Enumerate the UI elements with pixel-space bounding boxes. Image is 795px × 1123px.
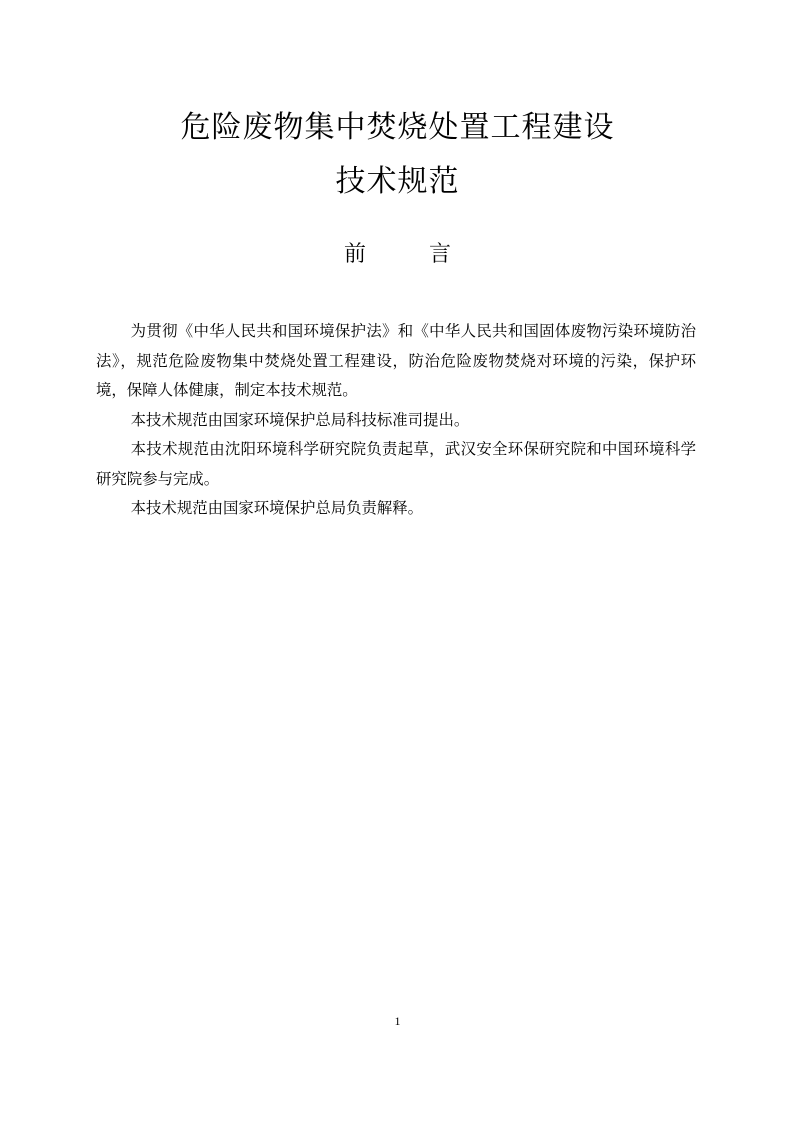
preface-paragraph: 本技术规范由国家环境保护总局负责解释。 <box>130 499 424 517</box>
preface-heading: 前 言 <box>344 242 479 267</box>
preface-body <box>96 317 696 524</box>
document-title-line-2: 技术规范 <box>335 164 460 199</box>
preface-paragraph: 本技术规范由沈阳环境科学研究院负责起草，武汉安全环保研究院和中国环境科学研究院参与完成。 <box>96 440 696 488</box>
preface-paragraph: 为贯彻《中华人民共和国环境保护法》和《中华人民共和国固体废物污染环境防治法》，规范危险废物集中焚烧处置工程建设，防治危险废物焚烧对环境的污染，保护环境，保障人体健康，制定本技术规范。 <box>96 322 696 399</box>
page-number: 1 <box>394 1014 401 1028</box>
preface-paragraph: 本技术规范由国家环境保护总局科技标准司提出。 <box>130 410 470 429</box>
document-title-line-1: 危险废物集中焚烧处置工程建设 <box>180 110 615 145</box>
